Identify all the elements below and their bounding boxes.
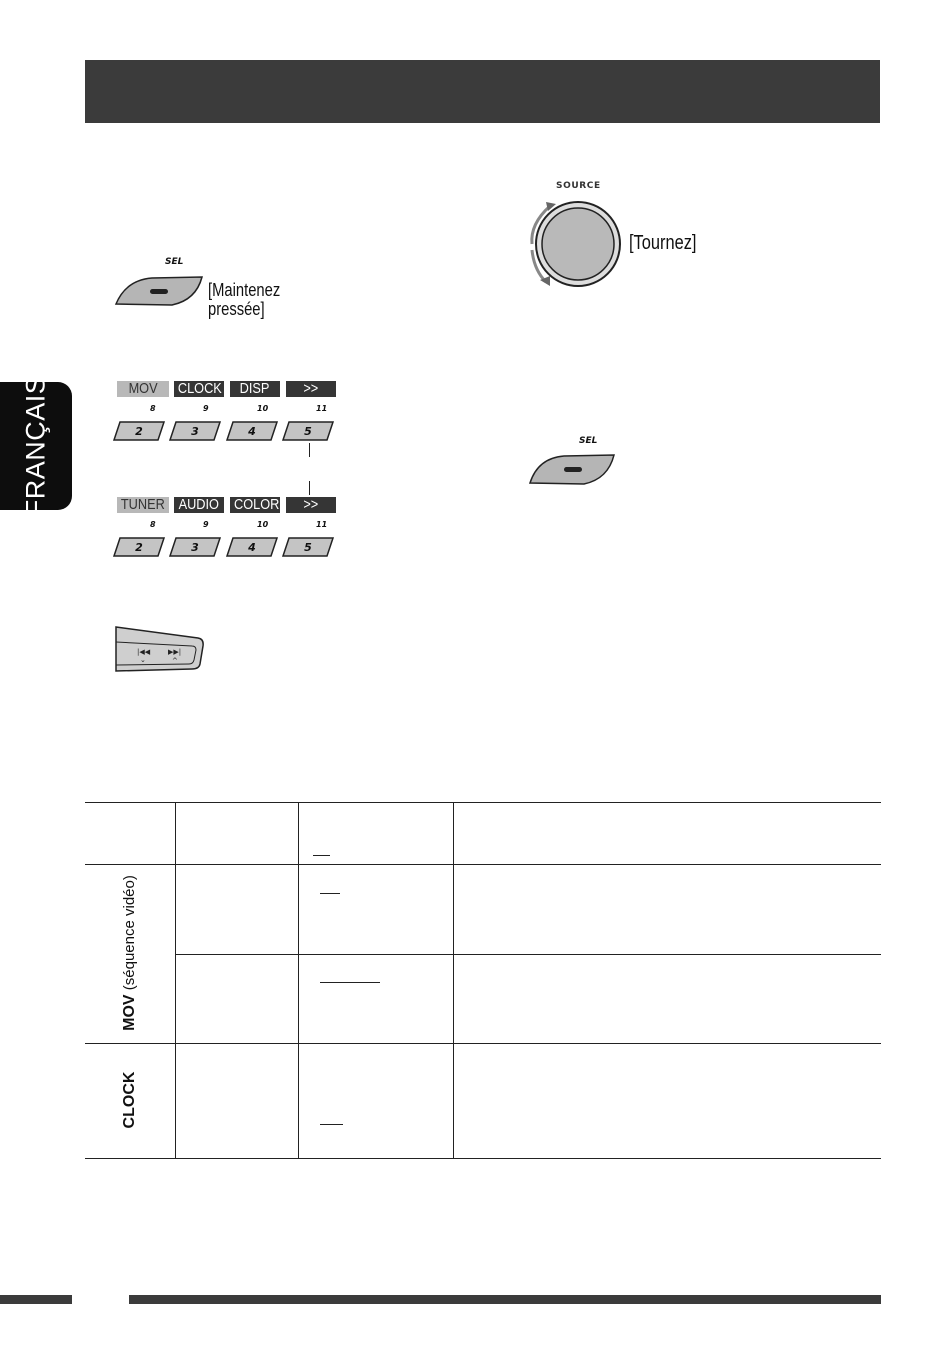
sel-label-right: SEL [579, 436, 598, 446]
table-border [85, 802, 881, 803]
preset-number: 11 [316, 520, 328, 529]
footer-bar-right [129, 1295, 881, 1304]
preset-number: 10 [257, 404, 269, 413]
table-border [85, 864, 881, 865]
preset-chip-next: >> [286, 381, 336, 397]
connector-line [309, 443, 310, 457]
preset-chip-disp: DISP [230, 381, 280, 397]
source-hint: [Tournez] [629, 232, 697, 254]
preset-button-2[interactable]: 2 [135, 541, 143, 554]
sel-label-left: SEL [165, 257, 184, 267]
preset-number: 8 [150, 520, 156, 529]
chevron-up-icon: ^ [172, 657, 178, 665]
preset-button-3[interactable]: 3 [191, 425, 199, 438]
table-border [175, 802, 176, 1158]
preset-chip-tuner: TUNER [117, 497, 169, 513]
preset-number: 10 [257, 520, 269, 529]
category-clock: CLOCK [121, 1071, 138, 1129]
preset-button-5[interactable]: 5 [304, 541, 312, 554]
preset-number: 8 [150, 404, 156, 413]
underline-mark [320, 893, 340, 894]
table-border [85, 1043, 881, 1044]
table-border [85, 1158, 881, 1159]
preset-button-3[interactable]: 3 [191, 541, 199, 554]
preset-number: 9 [203, 520, 209, 529]
preset-button-4[interactable]: 4 [248, 541, 256, 554]
preset-buttons-row-2[interactable] [112, 535, 342, 559]
sel-hint-left-line2: pressée] [208, 299, 265, 319]
source-knob-icon[interactable] [522, 196, 626, 292]
source-label: SOURCE [556, 181, 601, 191]
preset-chip-next: >> [286, 497, 336, 513]
sel-button-left-icon[interactable] [112, 274, 206, 310]
preset-number: 9 [203, 404, 209, 413]
preset-buttons-row-1[interactable] [112, 419, 342, 443]
next-track-icon[interactable]: ▶▶| [168, 648, 182, 656]
skip-control-icon[interactable] [112, 624, 206, 674]
connector-line [309, 481, 310, 495]
language-label: FRANÇAIS [20, 375, 51, 517]
footer-bar-left [0, 1295, 72, 1304]
table-border [453, 802, 454, 1158]
preset-chip-audio: AUDIO [174, 497, 224, 513]
table-border [176, 954, 881, 955]
underline-mark [313, 855, 330, 856]
preset-button-4[interactable]: 4 [248, 425, 256, 438]
prev-track-icon[interactable]: |◀◀ [137, 648, 151, 656]
table-border [298, 802, 299, 1158]
chevron-down-icon: ⌄ [140, 656, 146, 664]
sel-hint-left-line1: [Maintenez [208, 280, 281, 300]
preset-button-2[interactable]: 2 [135, 425, 143, 438]
underline-mark [320, 982, 380, 983]
header-bar [85, 60, 880, 123]
preset-button-5[interactable]: 5 [304, 425, 312, 438]
preset-chip-color: COLOR [230, 497, 280, 513]
language-tab [0, 375, 72, 517]
preset-chip-clock: CLOCK [174, 381, 224, 397]
preset-number: 11 [316, 404, 328, 413]
preset-chip-mov: MOV [117, 381, 169, 397]
category-mov: MOV (séquence vidéo) [121, 875, 138, 1031]
sel-button-right-icon[interactable] [526, 452, 618, 488]
underline-mark [320, 1124, 343, 1125]
